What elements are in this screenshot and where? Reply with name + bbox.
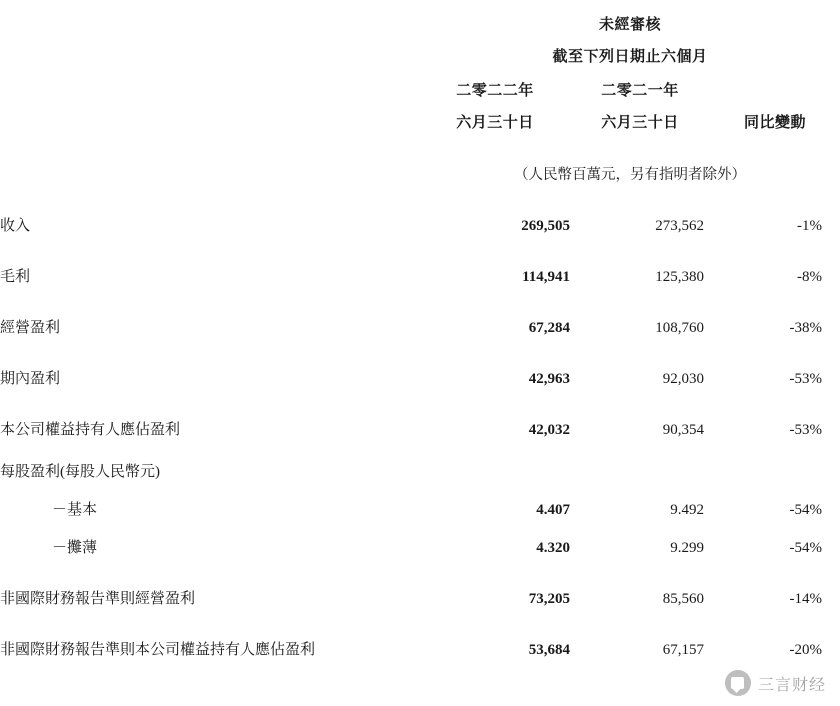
row-value-change: -38% — [789, 320, 822, 336]
row-value-current: 67,284 — [528, 320, 570, 336]
row-value-change: -1% — [797, 218, 822, 234]
row-value-current: 4.407 — [536, 502, 570, 518]
row-label: 非國際財務報告準則本公司權益持有人應佔盈利 — [0, 642, 316, 658]
row-value-current: 73,205 — [528, 591, 570, 607]
header-row-period — [0, 34, 840, 66]
header-year-current: 二零二二年 — [456, 83, 534, 99]
header-spacer-5 — [0, 100, 420, 132]
header-spacer-3 — [0, 66, 420, 100]
camera-logo-icon — [725, 670, 751, 696]
table-row — [0, 608, 840, 659]
row-value-prior: 67,157 — [662, 642, 704, 658]
row-value-prior — [570, 439, 710, 481]
table-row-group-header — [0, 439, 840, 481]
row-value-current: 114,941 — [522, 269, 570, 285]
header-unaudited: 未經審核 — [598, 17, 661, 33]
row-value-prior: 9.492 — [670, 502, 704, 518]
row-value-prior: 125,380 — [655, 269, 704, 285]
row-label: 每股盈利(每股人民幣元) — [0, 464, 160, 480]
row-value-current: 42,963 — [528, 371, 570, 387]
table-row — [0, 481, 840, 519]
header-date-prior: 六月三十日 — [601, 115, 679, 131]
row-label: 經營盈利 — [0, 320, 61, 336]
row-value-current — [420, 439, 570, 481]
row-value-current: 269,505 — [521, 218, 570, 234]
table-row — [0, 286, 840, 337]
row-value-prior: 108,760 — [655, 320, 704, 336]
row-value-prior: 92,030 — [662, 371, 704, 387]
row-label: 毛利 — [0, 269, 31, 285]
row-value-change: -14% — [789, 591, 822, 607]
table-row — [0, 388, 840, 439]
row-value-change — [710, 439, 840, 481]
row-value-change: -53% — [789, 422, 822, 438]
header-row-unit — [0, 132, 840, 184]
header-spacer-1 — [0, 0, 420, 34]
table-row — [0, 557, 840, 608]
row-value-change: -54% — [789, 540, 822, 556]
row-value-prior: 90,354 — [662, 422, 704, 438]
row-value-change: -20% — [789, 642, 822, 658]
header-unit-note: （人民幣百萬元，另有指明者除外） — [514, 167, 746, 183]
row-value-change: -53% — [789, 371, 822, 387]
table-row — [0, 184, 840, 235]
header-spacer-2 — [0, 34, 420, 66]
row-value-change: -8% — [797, 269, 822, 285]
row-value-current: 4.320 — [536, 540, 570, 556]
row-value-current: 53,684 — [528, 642, 570, 658]
header-spacer-4 — [710, 66, 840, 100]
table-row — [0, 337, 840, 388]
watermark-text: 三言财经 — [757, 676, 826, 694]
header-row-years — [0, 66, 840, 100]
header-row-dates — [0, 100, 840, 132]
row-label: 期內盈利 — [0, 371, 61, 387]
row-label: 本公司權益持有人應佔盈利 — [0, 422, 181, 438]
header-period: 截至下列日期止六個月 — [552, 49, 708, 65]
header-year-prior: 二零二一年 — [601, 83, 679, 99]
row-value-change: -54% — [789, 502, 822, 518]
row-value-prior: 85,560 — [662, 591, 704, 607]
row-label: 非國際財務報告準則經營盈利 — [0, 591, 196, 607]
watermark — [725, 670, 826, 696]
row-label: 收入 — [0, 218, 31, 234]
row-label: －攤薄 — [52, 540, 98, 556]
header-change-label: 同比變動 — [743, 115, 806, 131]
table-row — [0, 519, 840, 557]
row-label: －基本 — [52, 502, 98, 518]
table-row — [0, 235, 840, 286]
row-value-current: 42,032 — [528, 422, 570, 438]
header-spacer-6 — [0, 132, 420, 184]
row-value-prior: 9.299 — [670, 540, 704, 556]
header-row-unaudited — [0, 0, 840, 34]
header-date-current: 六月三十日 — [456, 115, 534, 131]
row-value-prior: 273,562 — [655, 218, 704, 234]
